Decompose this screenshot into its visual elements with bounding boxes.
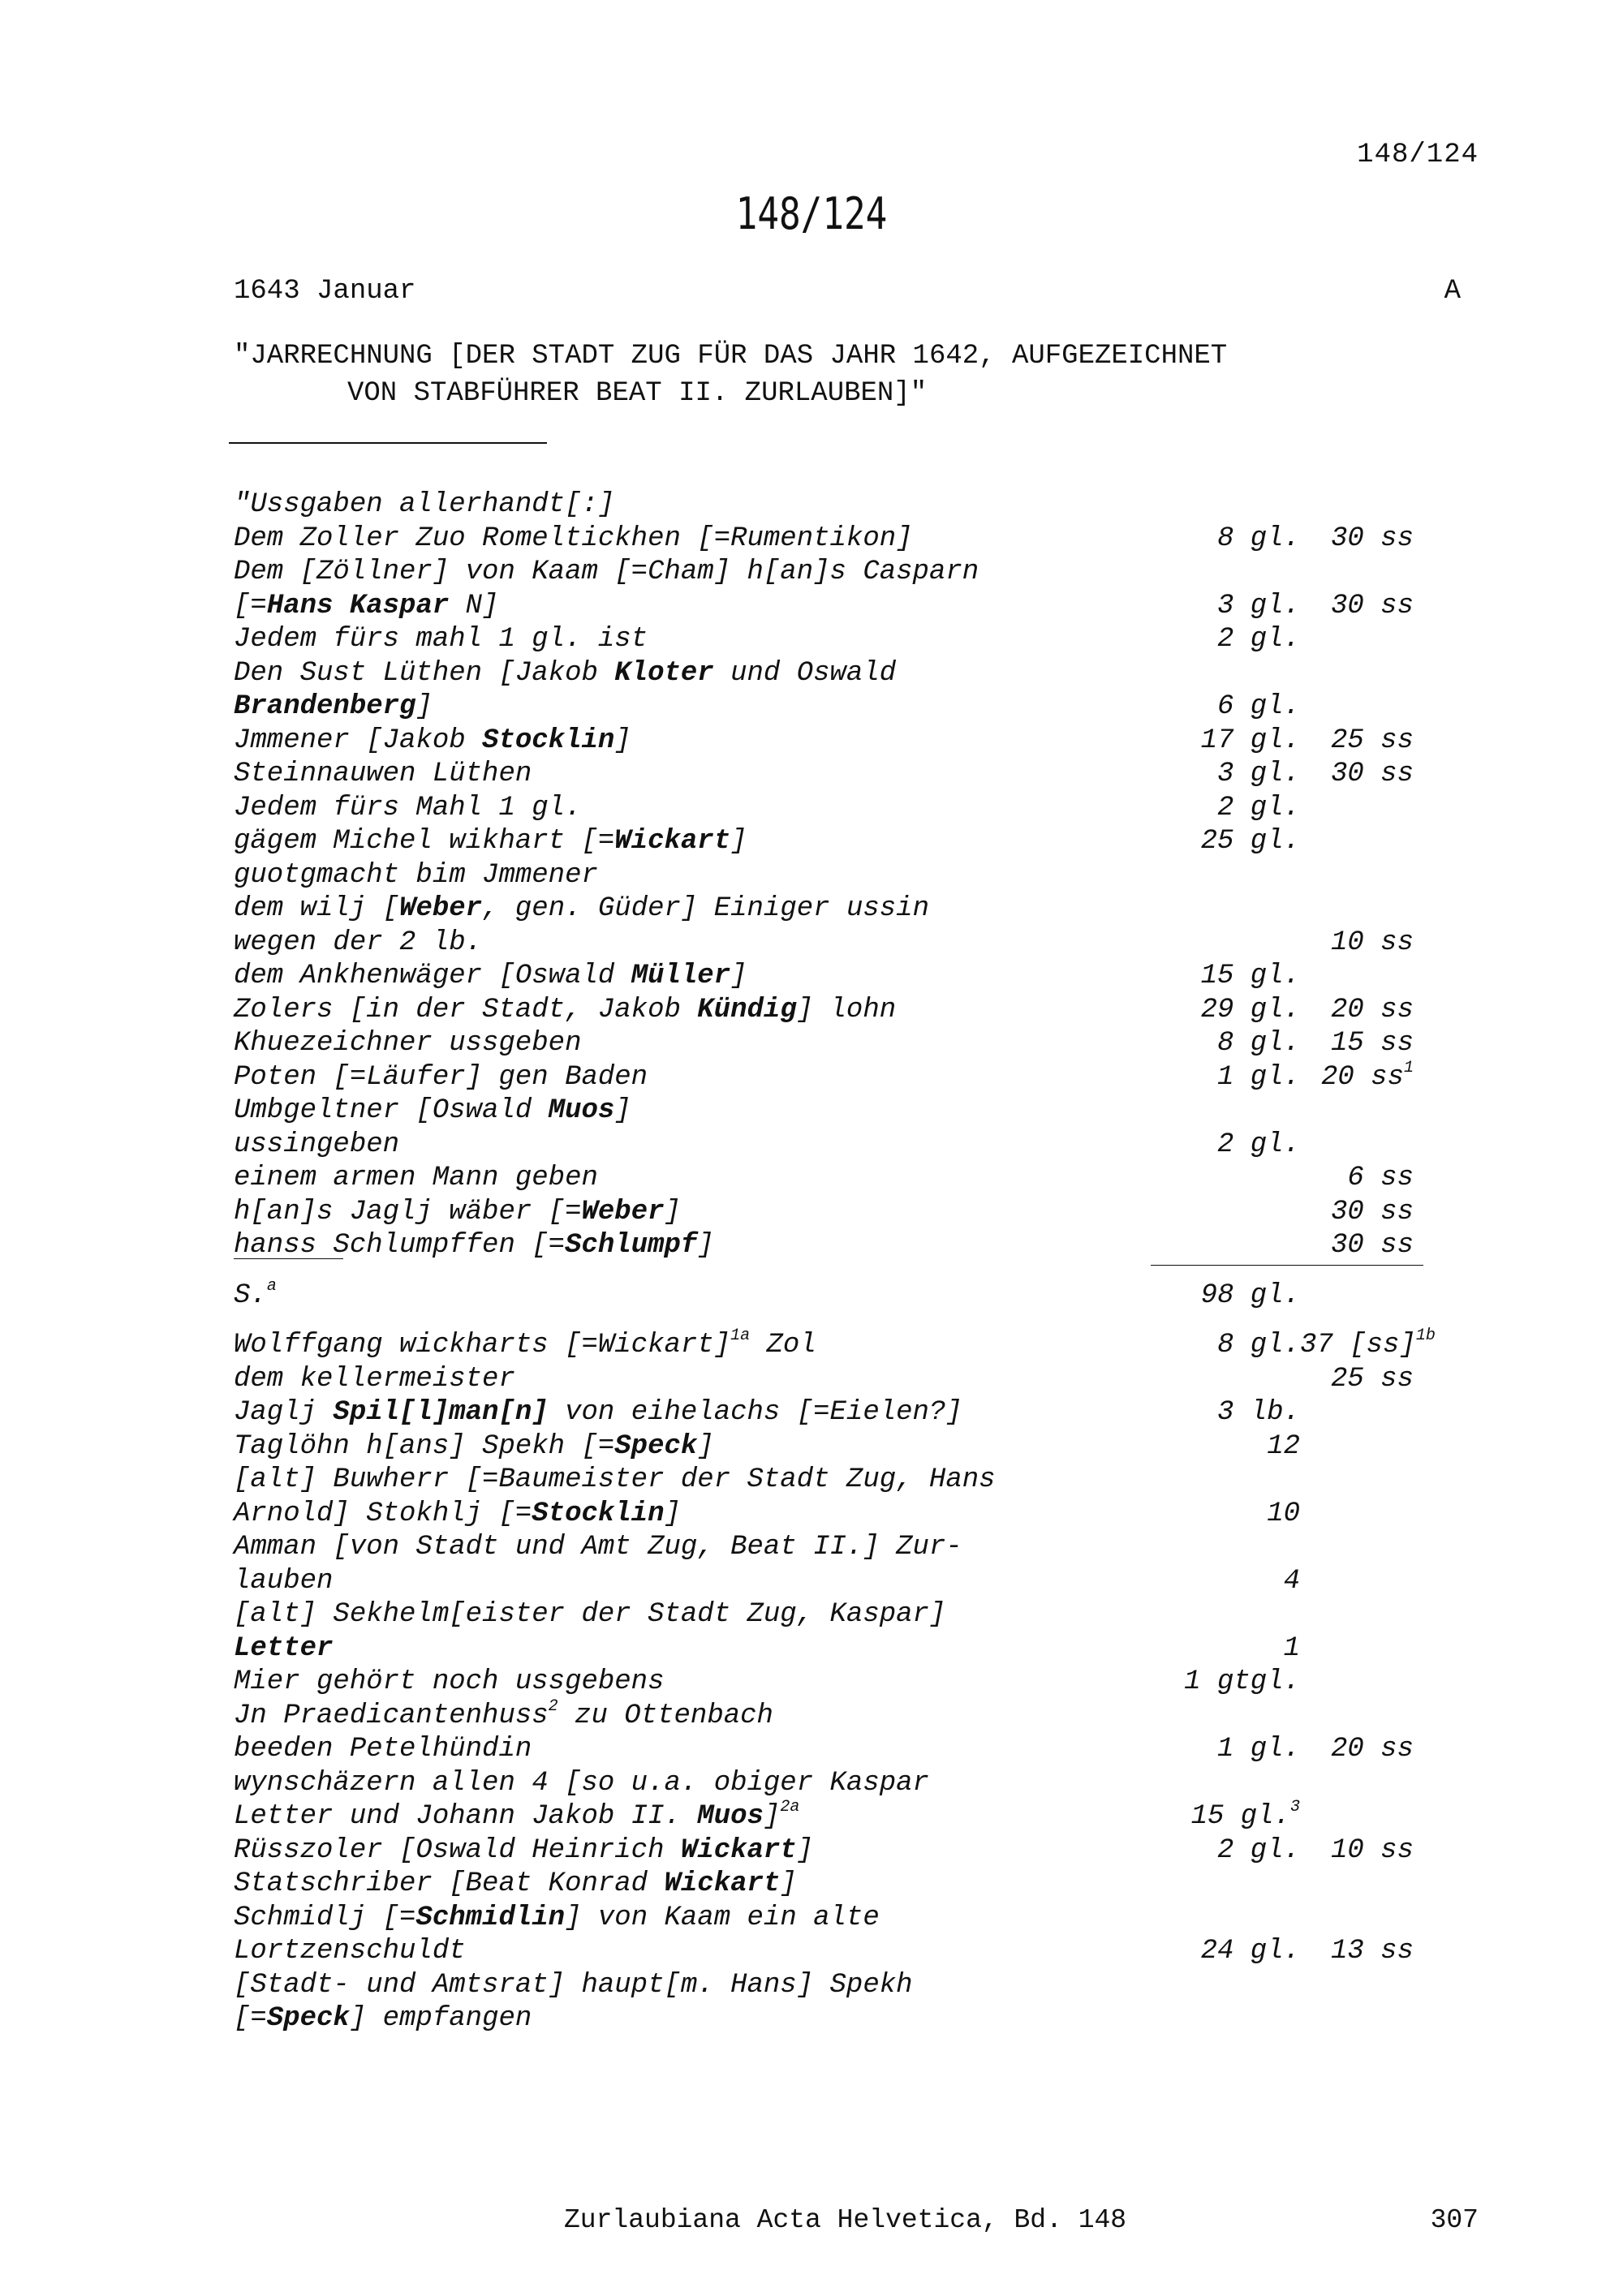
entry-fragment: dem wilj [ xyxy=(234,893,400,924)
ledger xyxy=(234,488,1436,2036)
amount-schilling xyxy=(1300,960,1414,994)
amount-schilling xyxy=(1300,1767,1414,1801)
amount-gulden: 29 gl. xyxy=(1200,994,1300,1025)
amount-gulden: 17 gl. xyxy=(1200,724,1300,756)
amount-schilling xyxy=(1300,623,1414,657)
amount-schilling xyxy=(1300,892,1414,927)
amount-schilling xyxy=(1300,1396,1414,1430)
amount-schilling: 20 ss xyxy=(1330,1734,1414,1765)
entry-name: Stocklin xyxy=(482,724,615,756)
ledger-row xyxy=(234,960,1419,994)
entry-fragment: guotgmacht bim Jmmener xyxy=(234,859,598,891)
footnote-mark: a xyxy=(266,1276,277,1296)
amount-schilling xyxy=(1300,792,1414,826)
amount-gulden xyxy=(1154,1902,1300,1936)
entry-text xyxy=(234,1326,1154,1363)
entry-fragment: Mier gehört noch ussgebens xyxy=(234,1666,665,1697)
ledger-row xyxy=(234,1696,1419,1734)
ledger-row xyxy=(234,994,1419,1028)
ledger-row xyxy=(234,1531,1419,1565)
amount-schilling: 10 ss xyxy=(1330,1834,1414,1866)
ledger-row xyxy=(234,1464,1419,1498)
ledger-row xyxy=(234,825,1419,859)
ledger-row xyxy=(234,1598,1419,1632)
entry-name: Weber xyxy=(581,1196,665,1228)
ledger-row xyxy=(234,1027,1419,1061)
heading-rule xyxy=(229,442,547,444)
amount-gulden: 1 gl. xyxy=(1216,1061,1300,1093)
entry-fragment: S. xyxy=(234,1279,267,1311)
ledger-row xyxy=(234,1162,1419,1196)
amount-schilling: 10 ss xyxy=(1330,927,1414,958)
ledger-row xyxy=(234,1430,1419,1464)
footer-title: Zurlaubiana Acta Helvetica, Bd. 148 xyxy=(564,2205,1127,2235)
entry-fragment: Statschriber [Beat Konrad xyxy=(234,1868,665,1899)
amount-gulden xyxy=(1154,1868,1300,1902)
entry-fragment: N] xyxy=(449,590,499,621)
entry-name: Wickart xyxy=(664,1868,781,1899)
entry-name: Schlumpf xyxy=(565,1230,698,1261)
amount-gulden xyxy=(1154,556,1300,590)
footnote-mark: 2 xyxy=(548,1696,558,1716)
entry-text xyxy=(234,488,1154,522)
ledger-row xyxy=(234,1868,1419,1902)
entry-fragment: Dem [Zöllner] von Kaam [=Cham] h[an]s Casparn xyxy=(234,557,979,587)
entry-fragment: ] xyxy=(415,691,433,722)
entry-text xyxy=(234,1531,1154,1565)
amount-schilling: 30 ss xyxy=(1330,1230,1414,1261)
entry-fragment: ] xyxy=(763,1801,781,1832)
entry-fragment: gägem Michel wikhart [= xyxy=(234,826,615,857)
entry-text xyxy=(234,1935,1154,1969)
entry-text xyxy=(234,1396,1154,1430)
entry-fragment: Jn Praedicantenhuss xyxy=(234,1700,549,1731)
amount-schilling: 25 ss xyxy=(1330,1363,1414,1395)
amount-schilling xyxy=(1300,1464,1414,1498)
entry-name: Wickart xyxy=(614,826,731,857)
amount-schilling xyxy=(1300,1129,1414,1163)
amount-gulden xyxy=(1154,488,1300,522)
entry-fragment: Zolers [in der Stadt, Jakob xyxy=(234,994,698,1025)
entry-fragment: Lortzenschuldt xyxy=(234,1936,466,1967)
entry-name: Muos xyxy=(697,1801,764,1832)
entry-fragment: ] xyxy=(614,724,631,756)
entry-text xyxy=(234,1498,1154,1532)
ledger-row xyxy=(234,792,1419,826)
amount-gulden: 2 gl. xyxy=(1216,792,1300,823)
amount-schilling: 6 ss xyxy=(1347,1163,1414,1193)
entry-text xyxy=(234,2002,1154,2036)
ledger-row xyxy=(234,1666,1419,1700)
amount-schilling xyxy=(1300,488,1414,522)
entry-fragment: ] xyxy=(614,1095,631,1126)
entry-name: Wickart xyxy=(680,1834,797,1866)
amount-gulden: 3 lb. xyxy=(1216,1397,1300,1428)
amount-gulden xyxy=(1154,1767,1300,1801)
entry-fragment: h[an]s Jaglj wäber [= xyxy=(234,1196,582,1228)
ledger-row xyxy=(234,522,1419,557)
amount-schilling xyxy=(1300,1430,1414,1464)
ledger-row xyxy=(234,1129,1419,1163)
entry-fragment: ] xyxy=(730,826,747,857)
entry-fragment: Rüsszoler [Oswald Heinrich xyxy=(234,1834,681,1866)
entry-fragment: Dem Zoller Zuo Romeltickhen [=Rumentikon] xyxy=(234,522,913,554)
entry-text xyxy=(234,623,1154,657)
document-heading xyxy=(234,338,1227,412)
entry-fragment: lauben xyxy=(234,1565,334,1597)
amount-gulden xyxy=(1154,1700,1300,1734)
entry-fragment: Jmmener [Jakob xyxy=(234,724,483,756)
footer-page-number: 307 xyxy=(1430,2205,1479,2235)
footnote-mark: 1b xyxy=(1415,1326,1436,1345)
entry-text xyxy=(234,1632,1154,1666)
ledger-row xyxy=(234,758,1419,792)
footnote-mark: 1a xyxy=(730,1326,751,1345)
amount-gulden: 2 gl. xyxy=(1216,1834,1300,1866)
entry-fragment: und Oswald xyxy=(713,657,897,689)
ledger-row xyxy=(234,1058,1419,1095)
amount-schilling: 13 ss xyxy=(1330,1936,1414,1967)
entry-fragment: Umbgeltner [Oswald xyxy=(234,1095,549,1126)
amount-schilling xyxy=(1300,1531,1414,1565)
entry-text xyxy=(234,1696,1154,1734)
page-reference: 148/124 xyxy=(1357,140,1479,170)
ledger-row xyxy=(234,1800,1419,1834)
amount-gulden xyxy=(1154,1162,1300,1196)
entry-fragment: Khuezeichner ussgeben xyxy=(234,1028,582,1059)
amount-schilling: 30 ss xyxy=(1330,1196,1414,1228)
amount-gulden xyxy=(1154,859,1300,893)
amount-gulden xyxy=(1154,927,1300,961)
amount-gulden xyxy=(1154,2002,1300,2036)
short-rule xyxy=(234,1258,343,1259)
amount-gulden: 12 xyxy=(1267,1430,1300,1462)
entry-fragment: Jedem fürs mahl 1 gl. ist xyxy=(234,624,648,655)
entry-text xyxy=(234,1598,1154,1632)
ledger-row xyxy=(234,1326,1436,1363)
entry-name: Müller xyxy=(631,961,731,991)
amount-schilling xyxy=(1300,1800,1414,1834)
amount-gulden: 24 gl. xyxy=(1200,1936,1300,1967)
amount-schilling xyxy=(1300,1969,1414,2003)
amount-schilling xyxy=(1300,1279,1414,1314)
entry-name: Speck xyxy=(266,2003,350,2034)
entry-name: Brandenberg xyxy=(234,691,416,722)
entry-fragment: hanss Schlumpffen [= xyxy=(234,1230,566,1261)
ledger-row xyxy=(234,1969,1419,2003)
amount-gulden xyxy=(1154,1969,1300,2003)
entry-text xyxy=(234,792,1154,826)
amount-schilling: 20 ss xyxy=(1330,994,1414,1025)
footnote-mark: 1 xyxy=(1403,1058,1414,1077)
amount-schilling xyxy=(1300,1565,1414,1599)
entry-text xyxy=(234,1363,1154,1397)
entry-text xyxy=(234,657,1154,691)
amount-gulden: 15 gl. xyxy=(1200,961,1300,991)
entry-name: Muos xyxy=(548,1095,615,1126)
amount-gulden: 1 gtgl. xyxy=(1184,1666,1300,1697)
entry-fragment: Zol xyxy=(750,1330,816,1361)
entry-fragment: Letter und Johann Jakob II. xyxy=(234,1801,698,1832)
entry-name: Kündig xyxy=(697,994,797,1025)
ledger-row xyxy=(234,1733,1419,1767)
entry-fragment: ] xyxy=(796,1834,814,1866)
amount-schilling xyxy=(1300,556,1414,590)
amount-gulden xyxy=(1154,1196,1300,1230)
entry-fragment: ussingeben xyxy=(234,1129,400,1160)
entry-text xyxy=(234,1162,1154,1196)
entry-fragment: dem kellermeister xyxy=(234,1363,515,1395)
amount-gulden: 25 gl. xyxy=(1200,826,1300,857)
entry-fragment: ] xyxy=(697,1230,714,1261)
amount-schilling xyxy=(1300,1632,1414,1666)
entry-fragment: wegen der 2 lb. xyxy=(234,927,483,958)
ledger-row xyxy=(234,2002,1419,2036)
entry-fragment: ] von Kaam ein alte xyxy=(565,1902,880,1933)
entry-fragment: ] xyxy=(730,961,747,991)
entry-fragment: , gen. Güder] Einiger ussin xyxy=(482,893,929,924)
amount-schilling: 30 ss xyxy=(1330,759,1414,789)
heading-line-1: "JARRECHNUNG [DER STADT ZUG FÜR DAS JAHR 1642, AUFGEZEICHNET xyxy=(234,341,1228,372)
amount-schilling: 25 ss xyxy=(1330,724,1414,756)
entry-fragment: dem Ankhenwäger [Oswald xyxy=(234,961,631,991)
section-gap xyxy=(234,1313,1419,1329)
entry-text xyxy=(234,994,1154,1028)
entry-text xyxy=(234,825,1154,859)
footnote-mark: 3 xyxy=(1289,1798,1300,1817)
ledger-row xyxy=(234,1276,1419,1314)
entry-fragment: [= xyxy=(234,590,267,621)
ledger-row xyxy=(234,556,1419,590)
entry-text xyxy=(234,927,1154,961)
amount-schilling xyxy=(1300,1598,1414,1632)
amount-gulden xyxy=(1154,1598,1300,1632)
entry-text xyxy=(234,1565,1154,1599)
ledger-row xyxy=(234,1902,1419,1936)
amount-schilling xyxy=(1300,1700,1414,1734)
amount-schilling: 30 ss xyxy=(1330,522,1414,554)
entry-fragment: Wolffgang wickharts [=Wickart] xyxy=(234,1330,731,1361)
amount-schilling xyxy=(1300,1666,1414,1700)
ledger-row xyxy=(234,927,1419,961)
entry-text xyxy=(234,859,1154,893)
amount-gulden: 3 gl. xyxy=(1216,759,1300,789)
entry-text xyxy=(234,1868,1154,1902)
entry-fragment: "Ussgaben allerhandt[:] xyxy=(234,489,615,520)
entry-fragment: wynschäzern allen 4 [so u.a. obiger Kaspar xyxy=(234,1767,929,1799)
ledger-row xyxy=(234,1935,1419,1969)
ledger-row xyxy=(234,859,1419,893)
entry-text xyxy=(234,1027,1154,1061)
entry-fragment: von eihelachs [=Eielen?] xyxy=(548,1397,962,1428)
entry-fragment: ] empfangen xyxy=(349,2003,532,2034)
ledger-row xyxy=(234,590,1419,624)
amount-gulden: 3 gl. xyxy=(1216,590,1300,621)
ledger-row xyxy=(234,1196,1419,1230)
ledger-row xyxy=(234,1363,1419,1397)
entry-name: Speck xyxy=(614,1430,698,1462)
amount-schilling xyxy=(1300,657,1414,691)
amount-gulden: 8 gl. xyxy=(1216,1028,1300,1059)
amount-gulden: 10 xyxy=(1267,1498,1300,1529)
entry-name: Schmidlin xyxy=(415,1902,566,1933)
ledger-row xyxy=(234,1498,1419,1532)
entry-text xyxy=(234,1196,1154,1230)
ledger-row xyxy=(234,657,1419,691)
entry-text xyxy=(234,1464,1154,1498)
amount-gulden xyxy=(1154,892,1300,927)
amount-schilling xyxy=(1300,1094,1414,1129)
amount-gulden xyxy=(1154,1464,1300,1498)
amount-schilling xyxy=(1300,825,1414,859)
entry-text xyxy=(234,522,1154,557)
entry-text xyxy=(234,1229,1154,1263)
entry-text xyxy=(234,758,1154,792)
amount-schilling: 37 [ss]$^{1b}$ xyxy=(1300,1326,1436,1361)
entry-text xyxy=(234,1276,1154,1314)
amount-schilling xyxy=(1300,1902,1414,1936)
amount-gulden: 4 xyxy=(1283,1565,1300,1597)
amount-schilling xyxy=(1300,2002,1414,2036)
amount-schilling xyxy=(1300,1868,1414,1902)
entry-fragment: ] xyxy=(780,1868,797,1899)
entry-text xyxy=(234,1733,1154,1767)
amount-gulden xyxy=(1154,1094,1300,1129)
heading-line-2: VON STABFÜHRER BEAT II. ZURLAUBEN]" xyxy=(347,378,928,409)
entry-text xyxy=(234,1767,1154,1801)
entry-text xyxy=(234,1902,1154,1936)
entry-text xyxy=(234,1129,1154,1163)
amount-gulden xyxy=(1154,1531,1300,1565)
entry-fragment: Taglöhn h[ans] Spekh [= xyxy=(234,1430,615,1462)
entry-text xyxy=(234,1969,1154,2003)
amount-schilling: 20 $ss^1$ xyxy=(1320,1058,1414,1093)
amount-schilling: 15 ss xyxy=(1330,1028,1414,1059)
document-date: 1643 Januar xyxy=(234,276,416,307)
ledger-row xyxy=(234,1094,1419,1129)
amount-schilling xyxy=(1300,859,1414,893)
entry-fragment: [alt] Sekhelm[eister der Stadt Zug, Kaspar] xyxy=(234,1599,946,1630)
amount-gulden: 1 gl. xyxy=(1216,1734,1300,1765)
ledger-row xyxy=(234,1396,1419,1430)
amount-gulden xyxy=(1154,657,1300,691)
amount-gulden xyxy=(1154,1363,1300,1397)
entry-text xyxy=(234,960,1154,994)
entry-fragment: [= xyxy=(234,2003,267,2034)
document-letter: A xyxy=(1444,276,1461,307)
entry-fragment: Jaglj xyxy=(234,1397,334,1428)
entry-name: Letter xyxy=(234,1632,334,1664)
entry-fragment: einem armen Mann geben xyxy=(234,1163,598,1193)
amount-schilling xyxy=(1300,1498,1414,1532)
entry-text xyxy=(234,590,1154,624)
entry-fragment: Steinnauwen Lüthen xyxy=(234,759,532,789)
entry-fragment: Amman [von Stadt und Amt Zug, Beat II.] Zur- xyxy=(234,1532,962,1563)
ledger-row xyxy=(234,1632,1419,1666)
ledger-row xyxy=(234,892,1419,927)
ledger-row xyxy=(234,623,1419,657)
entry-fragment: [alt] Buwherr [=Baumeister der Stadt Zug, Hans xyxy=(234,1464,996,1495)
entry-fragment: ] xyxy=(664,1498,681,1529)
entry-name: Hans Kaspar xyxy=(266,590,450,621)
entry-text xyxy=(234,892,1154,927)
entry-fragment: Den Sust Lüthen [Jakob xyxy=(234,657,615,689)
amount-schilling: 30 ss xyxy=(1330,590,1414,621)
amount-gulden: 15 gl.$^3$ xyxy=(1190,1798,1300,1832)
ledger-row xyxy=(234,1229,1419,1263)
ledger-row xyxy=(234,488,1419,522)
entry-fragment: ] xyxy=(697,1430,714,1462)
ledger-row xyxy=(234,1565,1419,1599)
footnote-mark: 2a xyxy=(780,1798,800,1817)
entry-text xyxy=(234,1666,1154,1700)
entry-fragment: [Stadt- und Amtsrat] haupt[m. Hans] Spekh xyxy=(234,1969,913,2001)
entry-text xyxy=(234,556,1154,590)
amount-schilling xyxy=(1300,690,1414,724)
entry-fragment: Arnold] Stokhlj [= xyxy=(234,1498,532,1529)
amount-gulden xyxy=(1154,1229,1300,1263)
ledger-row xyxy=(234,690,1419,724)
ledger-row xyxy=(234,1834,1419,1868)
entry-fragment: Jedem fürs Mahl 1 gl. xyxy=(234,792,582,823)
amount-gulden: 98 gl. xyxy=(1200,1279,1300,1311)
entry-text xyxy=(234,1800,1154,1834)
total-rule xyxy=(1151,1265,1423,1266)
entry-fragment: Schmidlj [= xyxy=(234,1902,416,1933)
entry-fragment: Poten [=Läufer] gen Baden xyxy=(234,1061,648,1093)
ledger-row xyxy=(234,724,1419,759)
entry-name: Kloter xyxy=(614,657,714,689)
entry-text xyxy=(234,1094,1154,1129)
amount-gulden: 2 gl. xyxy=(1216,624,1300,655)
entry-name: Spil[l]man[n] xyxy=(333,1397,549,1428)
entry-text xyxy=(234,1430,1154,1464)
entry-fragment: ] xyxy=(664,1196,681,1228)
entry-name: Stocklin xyxy=(532,1498,665,1529)
entry-fragment: zu Ottenbach xyxy=(558,1700,773,1731)
ledger-row xyxy=(234,1767,1419,1801)
page-title: 148/124 xyxy=(735,188,888,239)
amount-gulden: 2 gl. xyxy=(1216,1129,1300,1160)
entry-fragment: ] lohn xyxy=(796,994,897,1025)
entry-text xyxy=(234,690,1154,724)
amount-gulden: 8 gl. xyxy=(1216,522,1300,554)
entry-name: Weber xyxy=(399,893,483,924)
amount-gulden: 6 gl. xyxy=(1216,691,1300,722)
sum-rule xyxy=(234,1263,1419,1279)
amount-gulden: 1 xyxy=(1283,1632,1300,1664)
entry-fragment: beeden Petelhündin xyxy=(234,1734,532,1765)
amount-gulden: 8 gl. xyxy=(1216,1330,1300,1361)
entry-text xyxy=(234,1061,1154,1095)
entry-text xyxy=(234,724,1154,759)
entry-text xyxy=(234,1834,1154,1868)
